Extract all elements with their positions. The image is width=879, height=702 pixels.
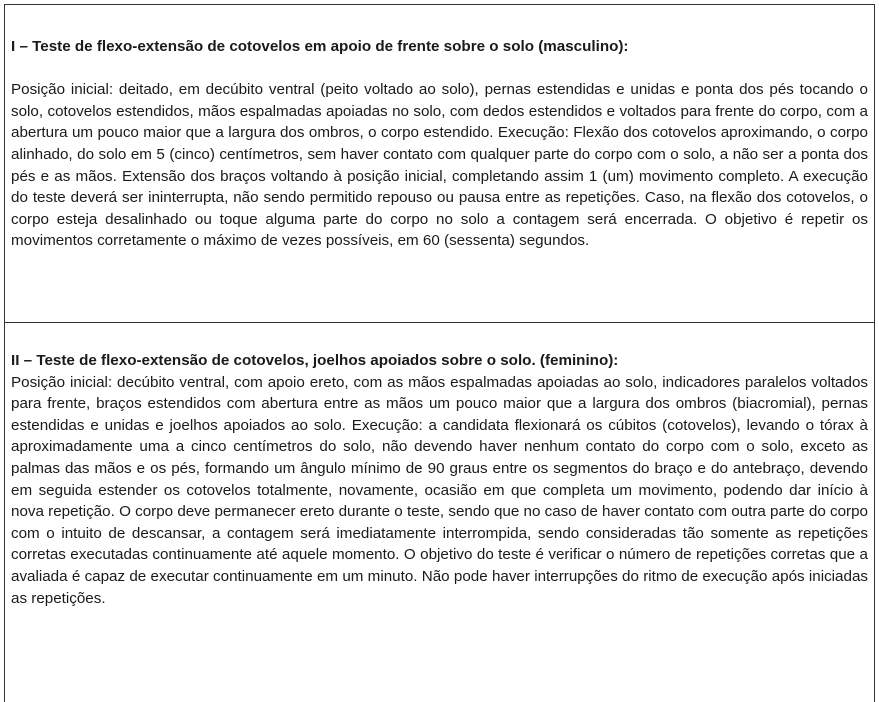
section-female-pushup xyxy=(5,322,874,702)
section-heading: II – Teste de flexo-extensão de cotovelos, joelhos apoiados sobre o solo. (feminino): xyxy=(11,352,619,369)
section-heading: I – Teste de flexo-extensão de cotovelos em apoio de frente sobre o solo (masculino): xyxy=(11,38,629,55)
section-male-pushup xyxy=(5,5,874,322)
section-body-text: Posição inicial: decúbito ventral, com apoio ereto, com as mãos espalmadas apoiadas ao solo, indicadores paralelos voltados para frente, braços estendidos com abertura entre as mãos um pouco maior que a largura dos ombros (biacromial), pernas estendidas e unidas e joelhos apoiados ao solo. Execução: a candidata flexionará os cúbitos (cotovelos), levando o tórax à aproximadamente uma a cinco centímetros do solo, não devendo haver nenhum contato do corpo com o solo, exceto as palmas das mãos e os pés, formando um ângulo mínimo de 90 graus entre os segmentos do braço e do antebraço, devendo em seguida estender os cotovelos totalmente, novamente, ocasião em que completa um movimento, podendo dar início à nova repetição. O corpo deve permanecer ereto durante o teste, sendo que no caso de haver contato com outra parte do corpo com o intuito de descansar, a contagem será imediatamente interrompida, sendo consideradas tão somente as repetições corretas executadas continuamente até aquele momento. O objetivo do teste é verificar o número de repetições corretas que a avaliada é capaz de executar continuamente em um minuto. Não pode haver interrupções do ritmo de execução após iniciadas as repetições. xyxy=(11,373,868,607)
section-body-text: Posição inicial: deitado, em decúbito ventral (peito voltado ao solo), pernas estendidas e unidas e ponta dos pés tocando o solo, cotovelos estendidos, mãos espalmadas apoiadas no solo, com dedos estendidos e voltados para frente do corpo, com a abertura um pouco maior que a largura dos ombros, o corpo estendido. Execução: Flexão dos cotovelos aproximando, o corpo alinhado, do solo em 5 (cinco) centímetros, sem haver contato com qualquer parte do corpo com o solo, a não ser a ponta dos pés e as mãos. Extensão dos braços voltando à posição inicial, completando assim 1 (um) movimento completo. A execução do teste deverá ser ininterrupta, não sendo permitido repouso ou pausa entre as repetições. Caso, na flexão dos cotovelos, o corpo esteja desalinhado ou toque alguma parte do corpo no solo a contagem será encerrada. O objetivo é repetir os movimentos corretamente o máximo de vezes possíveis, em 60 (sessenta) segundos. xyxy=(11,81,868,250)
test-description-table xyxy=(4,4,875,702)
